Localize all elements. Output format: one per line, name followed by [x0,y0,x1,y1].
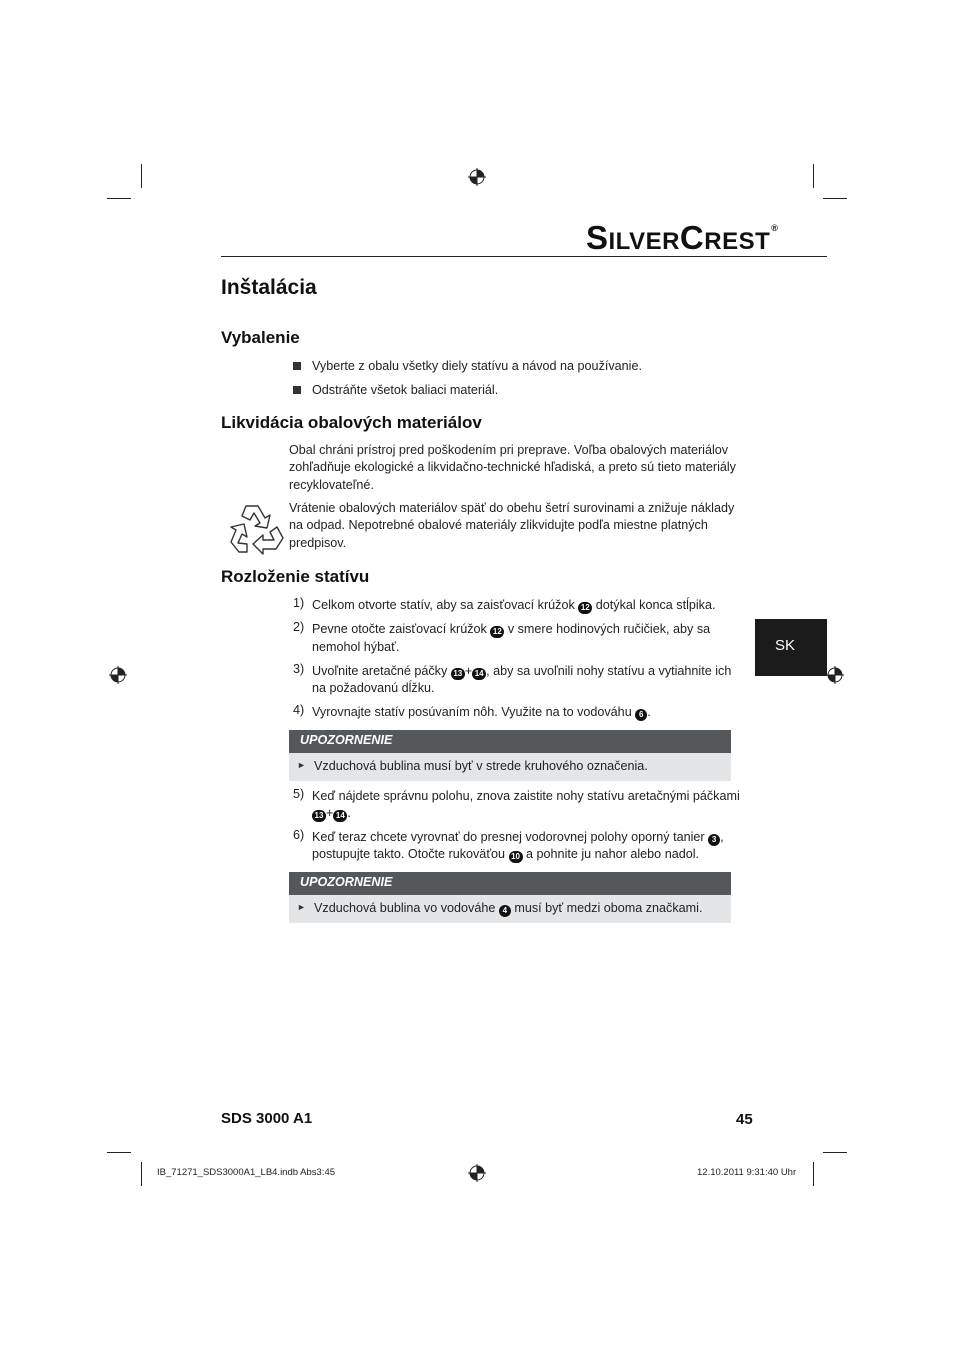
step-number: 4) [293,703,305,717]
registration-mark-icon [468,1164,486,1182]
crop-mark [823,1152,847,1153]
page-title: Inštalácia [221,276,317,299]
step-text: Uvoľnite aretačné páčky 13 + 14 , aby sa uvoľnili nohy statívu a vytiahnite ich [312,664,732,678]
registration-mark-icon [826,666,844,684]
step-text: Keď nájdete správnu polohu, znova zaistite nohy statívu aretačnými páčkami [312,789,740,803]
part-reference-icon: 13 [451,668,465,680]
step-text: Keď teraz chcete vyrovnať do presnej vodorovnej polohy oporný tanier 3 , [312,830,724,844]
recycle-icon [227,500,285,556]
part-reference-icon: 13 [312,810,326,822]
part-reference-icon: 12 [490,626,504,638]
step-text: postupujte takto. Otočte rukoväťou 10 a pohnite ju nahor alebo nadol. [312,847,700,861]
part-reference-icon: 4 [499,905,511,917]
step-text: Vyrovnajte statív posúvaním nôh. Využite na to vodováhu 6 . [312,705,651,719]
print-slug-file: IB_71271_SDS3000A1_LB4.indb Abs3:45 [157,1167,336,1178]
part-reference-icon: 14 [333,810,347,822]
bullet-icon [293,386,301,394]
crop-mark [813,164,814,188]
list-item: Vyberte z obalu všetky diely statívu a návod na používanie. [312,359,642,373]
step-number: 6) [293,828,305,842]
part-reference-icon: 3 [708,834,720,846]
arrow-icon: ► [297,902,306,912]
section-heading-disposal: Likvidácia obalových materiálov [221,413,482,432]
part-reference-icon: 14 [472,668,486,680]
page-number: 45 [736,1111,753,1128]
crop-mark [107,198,131,199]
paragraph-line: Obal chráni prístroj pred poškodením pri preprave. Voľba obalových materiálov [289,443,729,457]
footer-model: SDS 3000 A1 [221,1110,313,1127]
section-heading-setup: Rozloženie statívu [221,567,370,586]
step-text: 13 + 14 . [312,804,351,822]
registration-mark-icon [468,168,486,186]
crop-mark [107,1152,131,1153]
paragraph-line: Vrátenie obalových materiálov späť do obehu šetrí surovinami a znižuje náklady [289,501,735,515]
language-tab: SK [755,619,827,676]
part-reference-icon: 12 [578,602,592,614]
step-number: 5) [293,787,305,801]
header-rule [221,256,827,257]
crop-mark [141,1162,142,1186]
paragraph-line: na odpad. Nepotrebné obalové materiály zlikvidujte podľa miestne platných [289,518,708,532]
step-number: 1) [293,596,305,610]
bullet-icon [293,362,301,370]
step-text: na požadovanú dĺžku. [312,681,435,695]
print-slug-date: 12.10.2011 9:31:40 Uhr [697,1167,797,1178]
note-header: UPOZORNENIE [289,730,731,753]
step-text: Pevne otočte zaisťovací krúžok 12 v smere hodinových ručičiek, aby sa [312,622,711,636]
part-reference-icon: 10 [509,851,523,863]
registration-mark-icon [109,666,127,684]
crop-mark [141,164,142,188]
arrow-icon: ► [297,760,306,770]
brand-logo: SILVERCREST® [586,219,779,256]
step-number: 2) [293,620,305,634]
step-text: Celkom otvorte statív, aby sa zaisťovací krúžok 12 dotýkal konca stĺpika. [312,598,716,612]
section-heading-unpacking: Vybalenie [221,328,300,347]
note-header: UPOZORNENIE [289,872,731,895]
list-item: Odstráňte všetok baliaci materiál. [312,383,499,397]
note-body: ► Vzduchová bublina musí byť v strede kruhového označenia. [289,753,731,781]
crop-mark [813,1162,814,1186]
paragraph-line: zohľadňuje ekologické a likvidačno-technické hľadiská, a preto sú tieto materiály [289,460,736,474]
note-body: ► Vzduchová bublina vo vodováhe 4 musí byť medzi oboma značkami. [289,895,731,923]
step-number: 3) [293,662,305,676]
paragraph-line: recyklovateľné. [289,478,374,492]
part-reference-icon: 6 [635,709,647,721]
crop-mark [823,198,847,199]
step-text: nemohol hýbať. [312,640,400,654]
paragraph-line: predpisov. [289,536,347,550]
